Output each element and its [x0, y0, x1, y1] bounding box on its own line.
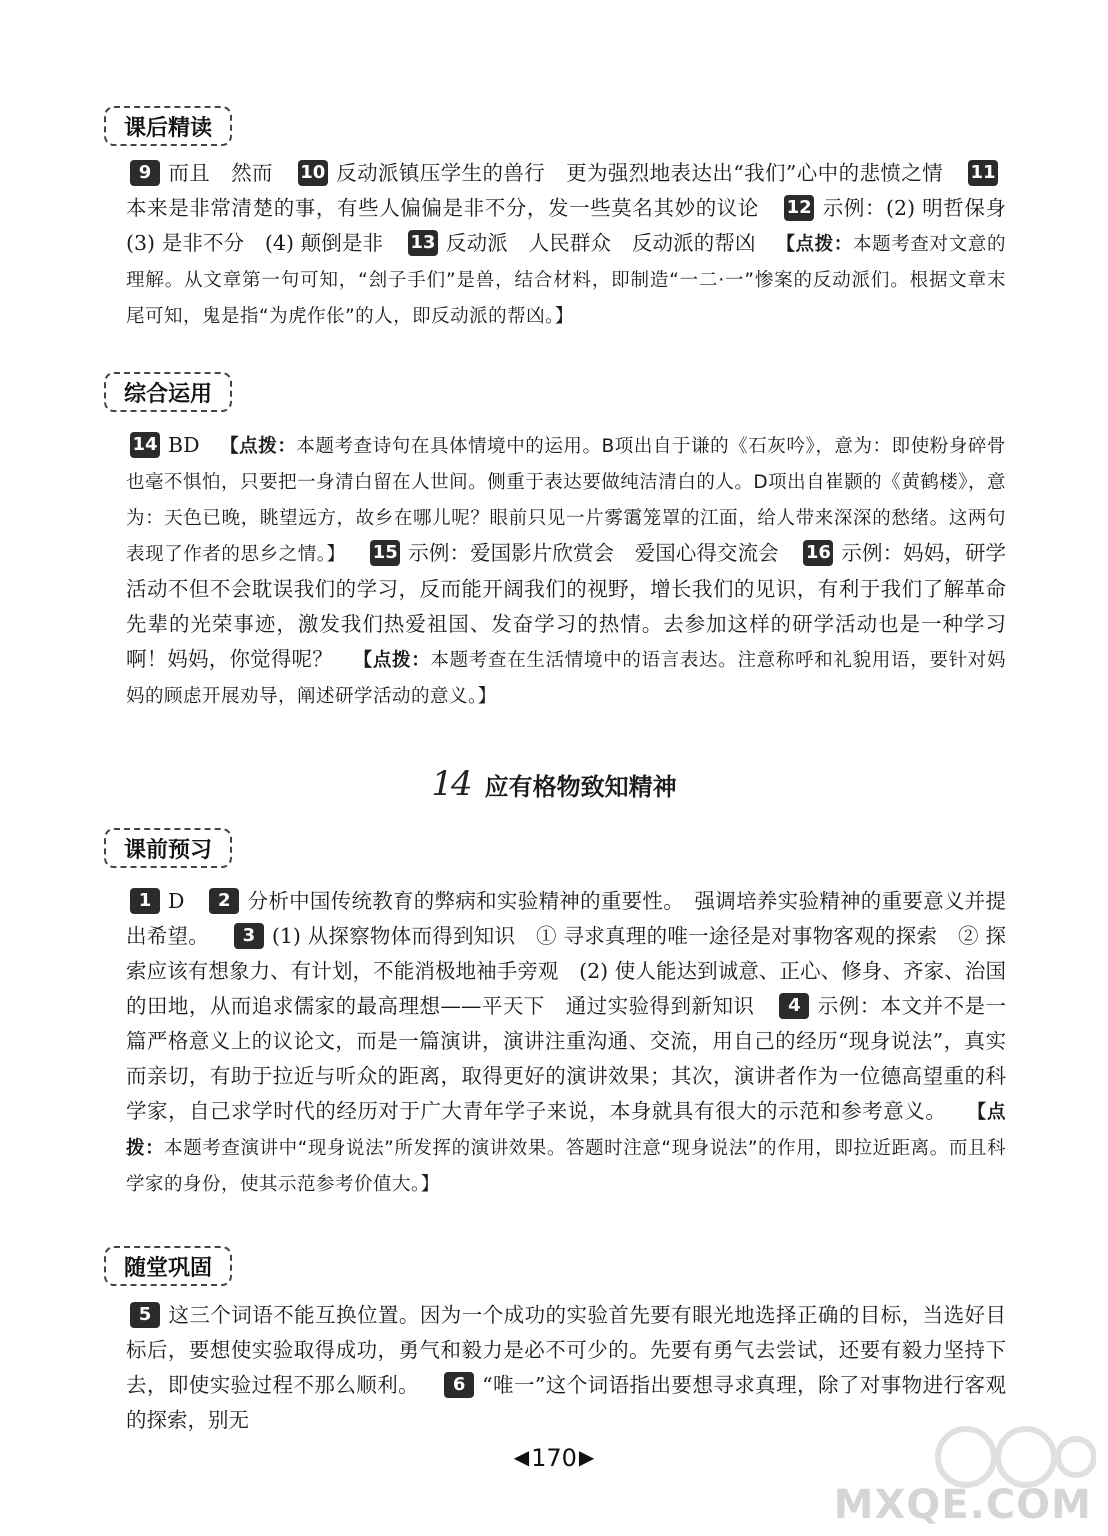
question-number: 13: [408, 230, 438, 256]
answer-text: 示例：妈妈，研学活动不但不会耽误我们的学习，反而能开阔我们的视野，增长我们的见识，有利于我们了解革命先辈的光荣事迹，激发我们热爱祖国、发奋学习的热情。去参加这样的研学活动也是一种学习啊！妈妈，你觉得呢？: [126, 541, 1006, 671]
question-number: 1: [130, 888, 160, 914]
answer-text: 而且 然而: [168, 161, 273, 185]
answer-text: 这三个词语不能互换位置。因为一个成功的实验首先要有眼光地选择正确的目标，当选好目标后，要想使实验取得成功，勇气和毅力是必不可少的。先要有勇气去尝试，还要有毅力坚持下去，即使实验过程不那么顺利。: [126, 1303, 1006, 1397]
question-number: 16: [803, 540, 833, 566]
question-number: 12: [784, 195, 814, 221]
lesson-title: 应有格物致知精神: [484, 772, 677, 801]
question-number: 6: [444, 1372, 474, 1398]
question-number: 15: [370, 540, 400, 566]
question-number: 14: [130, 432, 160, 458]
answer-text: 反动派 人民群众 反动派的帮凶: [445, 231, 756, 255]
tip-note: 【点拨：本题考查在生活情境中的语言表达。注意称呼和礼貌用语，要针对妈妈的顾虑开展劝导，阐述研学活动的意义。】: [126, 650, 1006, 707]
question-number: 5: [130, 1302, 160, 1328]
question-number: 3: [234, 923, 264, 949]
answer-block-suitang-gonggu: [126, 1298, 1006, 1438]
tip-note: 【点拨：本题考查诗句在具体情境中的运用。B项出自于谦的《石灰吟》，意为：即使粉身碎骨也毫不惧怕，只要把一身清白留在人世间。侧重于表达要做纯洁清白的人。D项出自崔颢的《黄鹤楼》，意为：天色已晚，眺望远方，故乡在哪儿呢？眼前只见一片雾霭笼罩的江面，给人带来深深的愁绪。这两句表现了作者的思乡之情。】: [126, 436, 1006, 565]
question-number: 2: [209, 888, 239, 914]
left-triangle-icon: ◀: [513, 1445, 530, 1469]
question-number: 9: [130, 160, 160, 186]
answer-text: 示例：(2) 明哲保身 (3) 是非不分 (4) 颠倒是非: [126, 196, 1027, 255]
watermark-text: MXQE.COM: [833, 1482, 1092, 1528]
right-triangle-icon: ▶: [578, 1445, 595, 1469]
section-tag-kehou-jingdu: 课后精读: [104, 106, 232, 146]
answer-text: (1) 从探察物体而得到知识 ① 寻求真理的唯一途径是对事物客观的探索 ② 探索应该有想象力、有计划，不能消极地袖手旁观 (2) 使人能达到诚意、正心、修身、齐家、治国的田地，从而追求儒家的最高理想——平天下 通过实验得到新知识: [126, 924, 1006, 1018]
answer-text: 分析中国传统教育的弊病和实验精神的重要性。 强调培养实验精神的重要意义并提出希望。: [126, 889, 1006, 948]
answer-text: “唯一”这个词语指出要想寻求真理，除了对事物进行客观的探索，别无: [126, 1373, 1006, 1432]
answer-text: 示例：本文并不是一篇严格意义上的议论文，而是一篇演讲，演讲注重沟通、交流，用自己的经历“现身说法”，真实而亲切，有助于拉近与听众的距离，取得更好的演讲效果；其次，演讲者作为一位德高望重的科学家，自己求学时代的经历对于广大青年学子来说，本身就具有很大的示范和参考意义。: [126, 994, 1006, 1123]
section-tag-keqian-yuxi: 课前预习: [104, 828, 232, 868]
question-number: 11: [968, 160, 998, 186]
answer-text: 示例：爱国影片欣赏会 爱国心得交流会: [408, 541, 779, 565]
answer-block-kehou-jingdu: [126, 156, 1027, 334]
question-number: 10: [298, 160, 328, 186]
lesson-heading: [0, 764, 1108, 804]
page-number-text: 170: [531, 1444, 577, 1472]
answer-text: 本来是非常清楚的事，有些人偏偏是非不分，发一些莫名其妙的议论: [126, 196, 760, 220]
answer-text: 反动派镇压学生的兽行 更为强烈地表达出“我们”心中的悲愤之情: [335, 161, 944, 185]
answer-block-keqian-yuxi: [126, 884, 1006, 1202]
tip-note: 【点拨：本题考查对文意的理解。从文章第一句可知，“刽子手们”是兽，结合材料，即制造“一二·一”惨案的反动派们。根据文章末尾可知，鬼是指“为虎作伥”的人，即反动派的帮凶。】: [126, 234, 1006, 327]
answer-block-zonghe-yunyong: [126, 428, 1006, 714]
lesson-number: 14: [431, 764, 471, 804]
answer-text: BD: [168, 433, 200, 457]
section-tag-zonghe-yunyong: 综合运用: [104, 372, 232, 412]
answer-text: D: [168, 889, 185, 913]
question-number: 4: [779, 993, 809, 1019]
tip-note: 【点拨：本题考查演讲中“现身说法”所发挥的演讲效果。答题时注意“现身说法”的作用，即拉近距离。而且科学家的身份，使其示范参考价值大。】: [126, 1102, 1006, 1195]
section-tag-suitang-gonggu: 随堂巩固: [104, 1246, 232, 1286]
